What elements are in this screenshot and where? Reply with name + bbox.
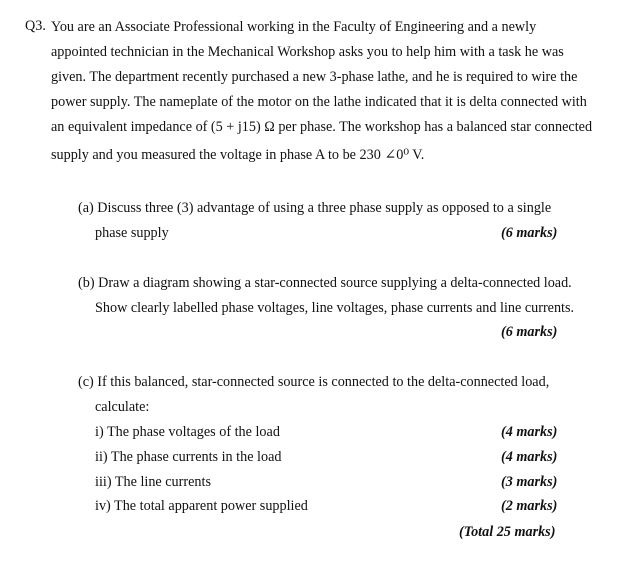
part-c-item-2-marks: (4 marks) [501,449,558,465]
intro-line-1: You are an Associate Professional working in the Faculty of Engineering and a newly [51,19,537,35]
part-c-item-4: iv) The total apparent power supplied [95,498,308,514]
part-c-item-1-marks: (4 marks) [501,424,558,440]
question-number: Q3. [25,18,46,34]
part-b-marks: (6 marks) [501,324,558,340]
intro-line-3: given. The department recently purchased a new 3-phase lathe, and he is required to wire the [51,69,578,85]
part-a-line-1: (a) Discuss three (3) advantage of using a three phase supply as opposed to a single [78,200,552,216]
total-marks: (Total 25 marks) [459,524,556,540]
part-b-line-1: (b) Draw a diagram showing a star-connected source supplying a delta-connected load. [78,275,572,291]
part-c-item-3: iii) The line currents [95,474,211,490]
intro-line-5: an equivalent impedance of (5 + j15) Ω per phase. The workshop has a balanced star connected [51,119,593,135]
part-c-item-3-marks: (3 marks) [501,474,558,490]
part-c-item-1: i) The phase voltages of the load [95,424,280,440]
part-c-item-2: ii) The phase currents in the load [95,449,282,465]
part-c-line-2: calculate: [95,399,150,415]
part-a-marks: (6 marks) [501,225,558,241]
part-c-item-4-marks: (2 marks) [501,498,558,514]
part-c-line-1: (c) If this balanced, star-connected source is connected to the delta-connected load, [78,374,550,390]
intro-line-2: appointed technician in the Mechanical Workshop asks you to help him with a task he was [51,44,564,60]
intro-line-4: power supply. The nameplate of the motor on the lathe indicated that it is delta connected with [51,94,587,110]
part-a-line-2: phase supply [95,225,169,241]
intro-line-6: supply and you measured the voltage in phase A to be 230 ∠0⁰ V. [51,147,425,163]
part-b-line-2: Show clearly labelled phase voltages, line voltages, phase currents and line currents. [95,300,575,316]
